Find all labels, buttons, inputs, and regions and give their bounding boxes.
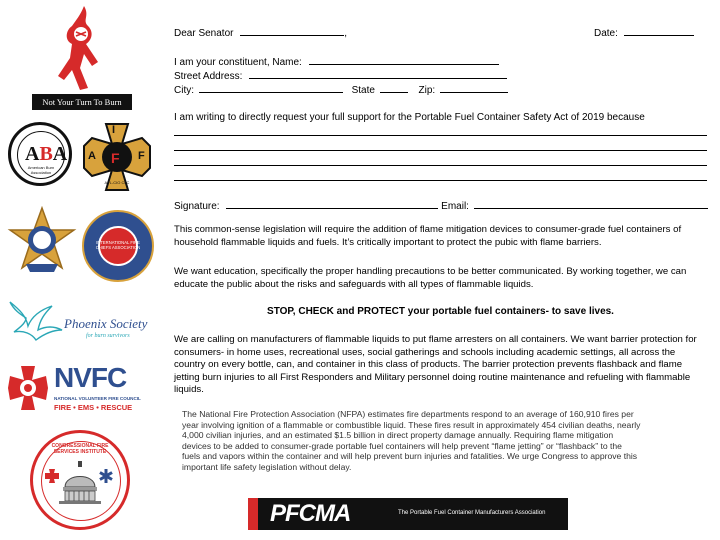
state-field[interactable] bbox=[380, 82, 408, 93]
slogan: STOP, CHECK and PROTECT your portable fuel containers- to save lives. bbox=[267, 306, 614, 317]
senator-name-field[interactable] bbox=[240, 25, 344, 36]
logo-aba: ABA American Burn Association bbox=[8, 122, 72, 186]
date-label: Date: bbox=[594, 28, 618, 39]
salutation: Dear Senator bbox=[174, 28, 234, 39]
logo-pfcma bbox=[248, 498, 568, 530]
paragraph-legislation: This common-sense legislation will require the addition of flame mitigation devices to consumer-grade fuel containers of household flammable liquids and fuels. It’s critically important to protect the pubic with flame barriers. bbox=[174, 224, 682, 248]
paragraph-manufacturers: We are calling on manufacturers of flammable liquids to put flame arresters on all containers. We want barrier protection for consumers- in home uses, recreational uses, social gatherings and schools including academic settings, all across the country on every bottle, can, and container in this class of products. The barrier protection prevents flashback and flame jetting burn injuries to all First Responders and Military personnel doing routine maintenance and refueling with flammable liquids. bbox=[174, 334, 697, 395]
signature-label: Signature: bbox=[174, 201, 220, 212]
aba-letters: ABA bbox=[25, 143, 68, 165]
fire-cross-icon bbox=[45, 469, 59, 483]
signature-field[interactable] bbox=[226, 198, 438, 209]
logo-gold-star-badge bbox=[6, 206, 78, 278]
logo-ifc: INTERNATIONAL FIRE CHIEFS ASSOCIATION bbox=[82, 210, 154, 282]
logo-not-your-turn bbox=[26, 6, 138, 110]
nfpa-box: The National Fire Protection Association (NFPA) estimates fire departments respond to an average of 160,910 fires per year involving ignition of a flammable or combustible liquid. These fires result in approximately 454 civilian deaths, nearly 4,000 civilian injuries, and an estimated $1.5 billion in direct property damage annually. Requiring flame mitigation devices to be added to consumer-grade portable fuel containers will help prevent “flame jetting” or “flashback” to the fuels and vapors within the container and will help prevent burn injuries and fatalities. We urge Congress to approve this important life safety legislation without delay. bbox=[182, 409, 641, 472]
email-field[interactable] bbox=[474, 198, 708, 209]
city-field[interactable] bbox=[199, 82, 343, 93]
zip-label: Zip: bbox=[418, 85, 436, 96]
logo-nvfc: NVFC NATIONAL VOLUNTEER FIRE COUNCIL FIRE • EMS • RESCUE bbox=[6, 362, 152, 416]
date-line bbox=[594, 25, 694, 40]
state-label: State bbox=[351, 85, 375, 96]
city-label: City: bbox=[174, 85, 194, 96]
street-field[interactable] bbox=[249, 68, 507, 79]
street-label: Street Address: bbox=[174, 71, 243, 82]
request-text: I am writing to directly request your full support for the Portable Fuel Container Safety Act of 2019 because bbox=[174, 112, 645, 123]
logo-tagline: Not Your Turn To Burn bbox=[42, 97, 122, 107]
logo-iaff: I A F F AFL-CIO CLC bbox=[82, 122, 152, 192]
city-line bbox=[174, 82, 508, 97]
reason-line-2[interactable] bbox=[174, 150, 707, 151]
pfcma-title: PFCMA bbox=[270, 500, 351, 527]
capitol-dome-icon bbox=[57, 461, 103, 505]
logo-cfsi: CONGRESSIONAL FIRE SERVICES INSTITUTE bbox=[30, 430, 130, 530]
salutation-line: Dear Senator , bbox=[174, 25, 347, 40]
pfcma-subtitle: The Portable Fuel Container Manufacturers Association bbox=[398, 510, 546, 516]
signature-line bbox=[174, 198, 708, 213]
reason-line-3[interactable] bbox=[174, 165, 707, 166]
email-label: Email: bbox=[441, 201, 469, 212]
zip-field[interactable] bbox=[440, 82, 508, 93]
date-field[interactable] bbox=[624, 25, 694, 36]
constituent-line bbox=[174, 54, 499, 69]
street-line bbox=[174, 68, 507, 83]
paragraph-education: We want education, specifically the proper handling precautions to be better communicated. By working together, we can educate the public about the risks and safeguards with all types of flammable liquids. bbox=[174, 266, 687, 290]
nvfc-cross-icon bbox=[6, 364, 50, 412]
constituent-label: I am your constituent, Name: bbox=[174, 57, 302, 68]
star-of-life-icon bbox=[99, 469, 113, 483]
flame-figure-icon bbox=[54, 6, 110, 92]
phoenix-bird-icon bbox=[6, 296, 64, 342]
reason-line-1[interactable] bbox=[174, 135, 707, 136]
name-field[interactable] bbox=[309, 54, 499, 65]
reason-line-4[interactable] bbox=[174, 180, 707, 181]
star-badge-icon bbox=[6, 206, 78, 278]
logo-phoenix-society: Phoenix Society for burn survivors bbox=[6, 296, 154, 342]
